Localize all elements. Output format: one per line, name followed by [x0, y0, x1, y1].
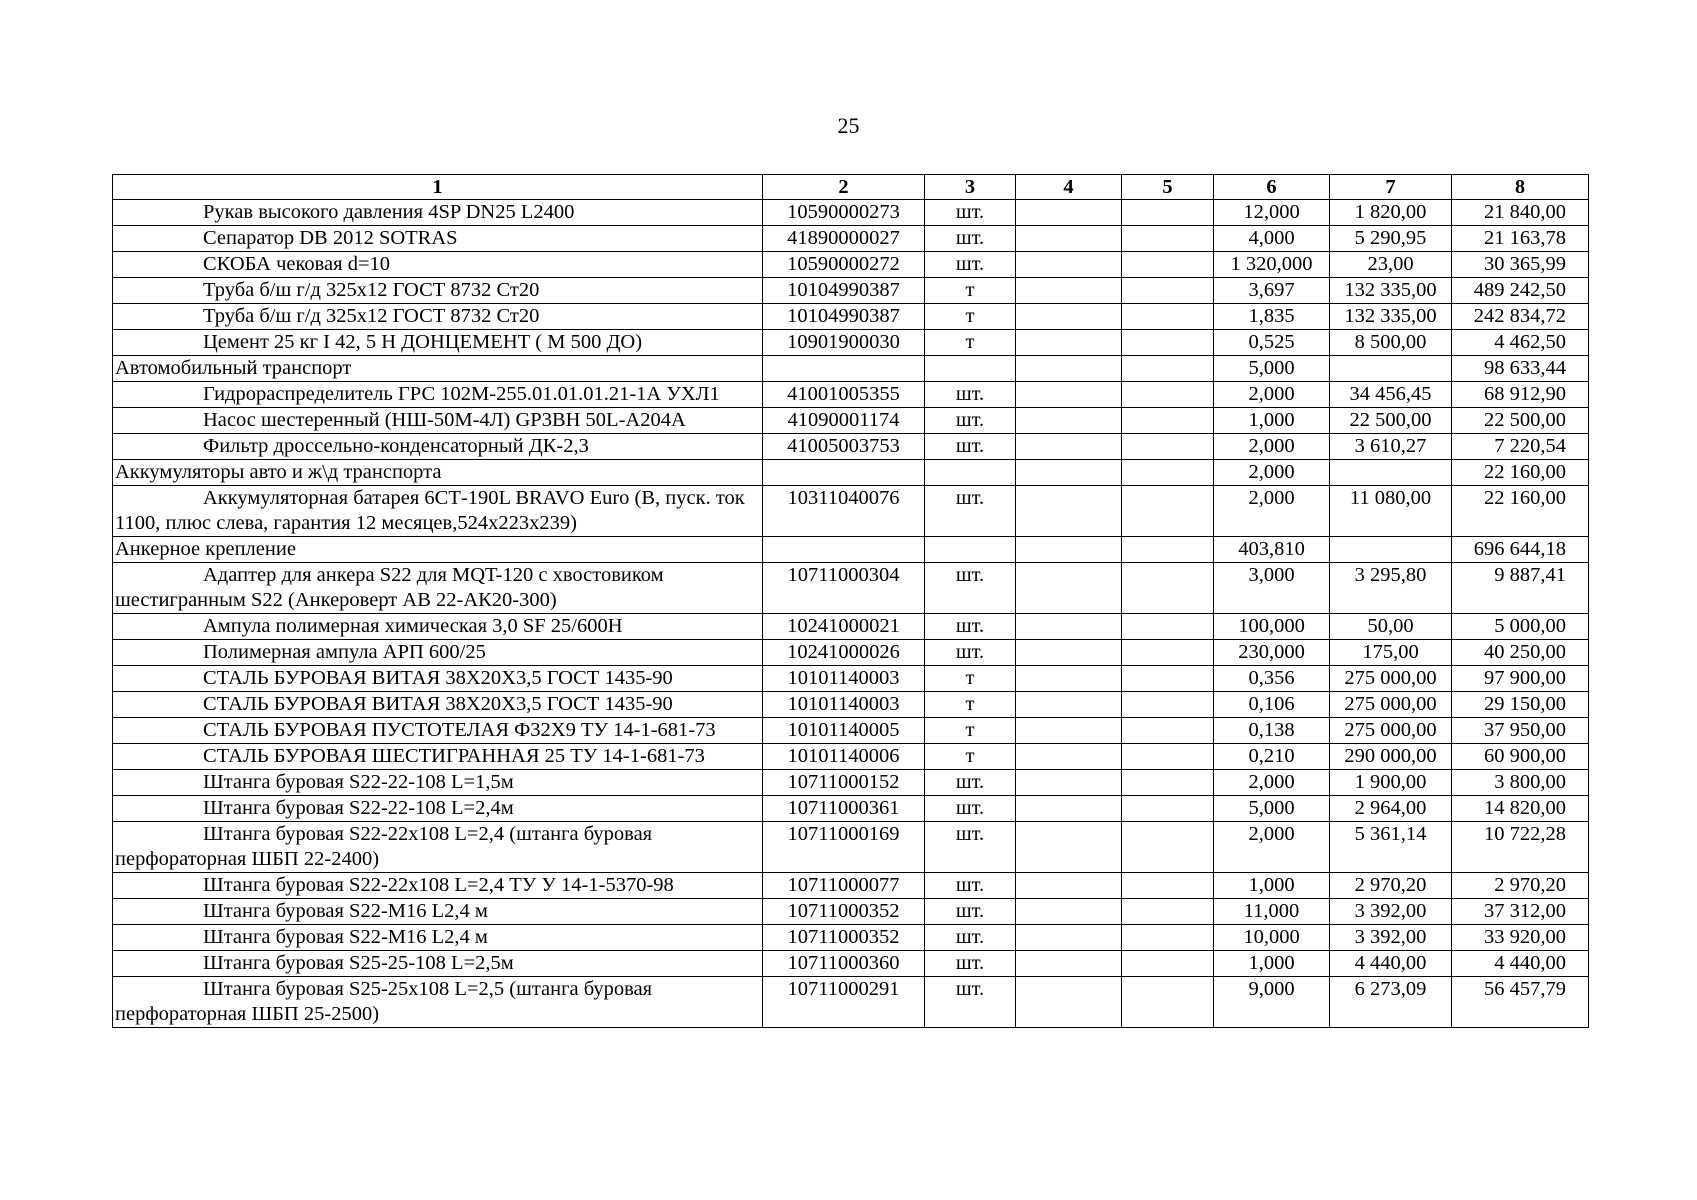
sum-cell: 7 220,54: [1452, 434, 1589, 460]
price-cell: 1 900,00: [1330, 770, 1452, 796]
column-4-cell: [1016, 226, 1122, 252]
column-4-cell: [1016, 460, 1122, 486]
item-code-cell: [763, 460, 925, 486]
item-name-cell: Штанга буровая S22-22-108 L=1,5м: [113, 770, 763, 796]
item-code-cell: 41001005355: [763, 382, 925, 408]
sum-cell: 489 242,50: [1452, 278, 1589, 304]
table-header-row: [113, 175, 1589, 200]
item-code-cell: 10711000352: [763, 925, 925, 951]
quantity-cell: 11,000: [1214, 899, 1330, 925]
unit-cell: [925, 460, 1016, 486]
price-cell: 3 610,27: [1330, 434, 1452, 460]
table-row: [113, 640, 1589, 666]
column-4-cell: [1016, 796, 1122, 822]
item-code-cell: 10711000152: [763, 770, 925, 796]
price-cell: 3 295,80: [1330, 563, 1452, 614]
price-cell: 6 273,09: [1330, 977, 1452, 1028]
column-4-cell: [1016, 434, 1122, 460]
sum-cell: 97 900,00: [1452, 666, 1589, 692]
column-5-cell: [1122, 614, 1214, 640]
unit-cell: шт.: [925, 951, 1016, 977]
column-header: 5: [1122, 175, 1214, 200]
unit-cell: т: [925, 692, 1016, 718]
price-cell: 290 000,00: [1330, 744, 1452, 770]
column-header: 3: [925, 175, 1016, 200]
column-5-cell: [1122, 252, 1214, 278]
column-4-cell: [1016, 925, 1122, 951]
column-5-cell: [1122, 718, 1214, 744]
item-name-cell: Рукав высокого давления 4SP DN25 L2400: [113, 200, 763, 226]
column-5-cell: [1122, 278, 1214, 304]
table-row: [113, 796, 1589, 822]
column-5-cell: [1122, 666, 1214, 692]
unit-cell: шт.: [925, 252, 1016, 278]
price-cell: 11 080,00: [1330, 486, 1452, 537]
unit-cell: шт.: [925, 614, 1016, 640]
quantity-cell: 3,697: [1214, 278, 1330, 304]
column-header: 6: [1214, 175, 1330, 200]
item-name-cell: Штанга буровая S22-M16 L2,4 м: [113, 899, 763, 925]
unit-cell: шт.: [925, 382, 1016, 408]
item-name-cell: Цемент 25 кг I 42, 5 Н ДОНЦЕМЕНТ ( М 500 ДО): [113, 330, 763, 356]
column-4-cell: [1016, 744, 1122, 770]
column-header: 4: [1016, 175, 1122, 200]
sum-cell: 10 722,28: [1452, 822, 1589, 873]
column-5-cell: [1122, 640, 1214, 666]
unit-cell: шт.: [925, 226, 1016, 252]
quantity-cell: 230,000: [1214, 640, 1330, 666]
unit-cell: т: [925, 666, 1016, 692]
unit-cell: шт.: [925, 640, 1016, 666]
column-5-cell: [1122, 304, 1214, 330]
price-cell: 3 392,00: [1330, 925, 1452, 951]
price-cell: 275 000,00: [1330, 666, 1452, 692]
item-code-cell: 10104990387: [763, 278, 925, 304]
column-5-cell: [1122, 408, 1214, 434]
unit-cell: шт.: [925, 408, 1016, 434]
item-name-cell: Сепаратор DB 2012 SOTRAS: [113, 226, 763, 252]
column-5-cell: [1122, 382, 1214, 408]
item-name-cell: Автомобильный транспорт: [113, 356, 763, 382]
sum-cell: 40 250,00: [1452, 640, 1589, 666]
column-5-cell: [1122, 486, 1214, 537]
price-cell: 3 392,00: [1330, 899, 1452, 925]
column-5-cell: [1122, 537, 1214, 563]
price-cell: 1 820,00: [1330, 200, 1452, 226]
item-name-cell: Штанга буровая S25-25x108 L=2,5 (штанга буровая перфораторная ШБП 25-2500): [113, 977, 763, 1028]
column-header: 7: [1330, 175, 1452, 200]
item-name-cell: Аккумуляторная батарея 6СТ-190L BRAVO Euro (B, пуск. ток 1100, плюс слева, гарантия 12 месяцев,524x223x239): [113, 486, 763, 537]
column-4-cell: [1016, 486, 1122, 537]
column-header: 2: [763, 175, 925, 200]
item-name-cell: СТАЛЬ БУРОВАЯ ПУСТОТЕЛАЯ Ф32Х9 ТУ 14-1-681-73: [113, 718, 763, 744]
quantity-cell: 2,000: [1214, 486, 1330, 537]
column-4-cell: [1016, 614, 1122, 640]
quantity-cell: 2,000: [1214, 822, 1330, 873]
price-cell: [1330, 460, 1452, 486]
table-row: [113, 278, 1589, 304]
quantity-cell: 100,000: [1214, 614, 1330, 640]
column-4-cell: [1016, 537, 1122, 563]
price-cell: 50,00: [1330, 614, 1452, 640]
table-row: [113, 252, 1589, 278]
sum-cell: 21 840,00: [1452, 200, 1589, 226]
quantity-cell: 2,000: [1214, 460, 1330, 486]
column-4-cell: [1016, 640, 1122, 666]
sum-cell: 56 457,79: [1452, 977, 1589, 1028]
table-row: [113, 226, 1589, 252]
price-cell: 2 970,20: [1330, 873, 1452, 899]
column-5-cell: [1122, 822, 1214, 873]
item-code-cell: 10711000360: [763, 951, 925, 977]
price-cell: 132 335,00: [1330, 278, 1452, 304]
column-5-cell: [1122, 563, 1214, 614]
item-code-cell: [763, 356, 925, 382]
column-4-cell: [1016, 408, 1122, 434]
column-4-cell: [1016, 382, 1122, 408]
item-code-cell: 10711000291: [763, 977, 925, 1028]
price-cell: [1330, 537, 1452, 563]
item-name-cell: Гидрораспределитель ГРС 102М-255.01.01.01.21-1А УХЛ1: [113, 382, 763, 408]
item-name-cell: Аккумуляторы авто и ж\д транспорта: [113, 460, 763, 486]
item-code-cell: 10590000272: [763, 252, 925, 278]
sum-cell: 60 900,00: [1452, 744, 1589, 770]
column-5-cell: [1122, 951, 1214, 977]
item-code-cell: 10101140003: [763, 692, 925, 718]
column-4-cell: [1016, 200, 1122, 226]
item-code-cell: 10711000077: [763, 873, 925, 899]
quantity-cell: 403,810: [1214, 537, 1330, 563]
unit-cell: шт.: [925, 899, 1016, 925]
column-5-cell: [1122, 977, 1214, 1028]
price-cell: 2 964,00: [1330, 796, 1452, 822]
quantity-cell: 2,000: [1214, 434, 1330, 460]
price-cell: [1330, 356, 1452, 382]
unit-cell: шт.: [925, 770, 1016, 796]
item-name-cell: СКОБА чековая d=10: [113, 252, 763, 278]
sum-cell: 3 800,00: [1452, 770, 1589, 796]
price-cell: 34 456,45: [1330, 382, 1452, 408]
column-5-cell: [1122, 434, 1214, 460]
column-5-cell: [1122, 460, 1214, 486]
sum-cell: 68 912,90: [1452, 382, 1589, 408]
table-row: [113, 977, 1589, 1028]
column-5-cell: [1122, 770, 1214, 796]
table-row: [113, 873, 1589, 899]
sum-cell: 14 820,00: [1452, 796, 1589, 822]
item-name-cell: Ампула полимерная химическая 3,0 SF 25/600H: [113, 614, 763, 640]
table-row: [113, 563, 1589, 614]
column-4-cell: [1016, 951, 1122, 977]
item-code-cell: 41890000027: [763, 226, 925, 252]
unit-cell: т: [925, 278, 1016, 304]
unit-cell: [925, 537, 1016, 563]
price-cell: 275 000,00: [1330, 692, 1452, 718]
item-code-cell: 10104990387: [763, 304, 925, 330]
sum-cell: 5 000,00: [1452, 614, 1589, 640]
item-code-cell: 10711000352: [763, 899, 925, 925]
quantity-cell: 10,000: [1214, 925, 1330, 951]
table-row: [113, 899, 1589, 925]
item-code-cell: 41090001174: [763, 408, 925, 434]
quantity-cell: 1 320,000: [1214, 252, 1330, 278]
column-header: 1: [113, 175, 763, 200]
table-row: [113, 486, 1589, 537]
sum-cell: 98 633,44: [1452, 356, 1589, 382]
price-cell: 8 500,00: [1330, 330, 1452, 356]
price-cell: 5 361,14: [1330, 822, 1452, 873]
item-code-cell: 10901900030: [763, 330, 925, 356]
unit-cell: шт.: [925, 563, 1016, 614]
unit-cell: т: [925, 744, 1016, 770]
sum-cell: 29 150,00: [1452, 692, 1589, 718]
unit-cell: т: [925, 718, 1016, 744]
sum-cell: 696 644,18: [1452, 537, 1589, 563]
column-4-cell: [1016, 330, 1122, 356]
sum-cell: 22 160,00: [1452, 460, 1589, 486]
quantity-cell: 1,835: [1214, 304, 1330, 330]
unit-cell: шт.: [925, 977, 1016, 1028]
item-name-cell: Труба б/ш г/д 325х12 ГОСТ 8732 Ст20: [113, 278, 763, 304]
item-name-cell: СТАЛЬ БУРОВАЯ ВИТАЯ 38Х20Х3,5 ГОСТ 1435-90: [113, 666, 763, 692]
item-code-cell: 10711000361: [763, 796, 925, 822]
quantity-cell: 12,000: [1214, 200, 1330, 226]
table-row: [113, 770, 1589, 796]
table-row: [113, 822, 1589, 873]
table-row: [113, 666, 1589, 692]
column-5-cell: [1122, 692, 1214, 718]
sum-cell: 30 365,99: [1452, 252, 1589, 278]
unit-cell: шт.: [925, 200, 1016, 226]
unit-cell: шт.: [925, 796, 1016, 822]
table-row: [113, 744, 1589, 770]
sum-cell: 37 950,00: [1452, 718, 1589, 744]
column-4-cell: [1016, 770, 1122, 796]
sum-cell: 2 970,20: [1452, 873, 1589, 899]
item-name-cell: СТАЛЬ БУРОВАЯ ВИТАЯ 38Х20Х3,5 ГОСТ 1435-90: [113, 692, 763, 718]
unit-cell: шт.: [925, 486, 1016, 537]
quantity-cell: 5,000: [1214, 356, 1330, 382]
item-name-cell: Полимерная ампула АРП 600/25: [113, 640, 763, 666]
table-row: [113, 304, 1589, 330]
item-name-cell: СТАЛЬ БУРОВАЯ ШЕСТИГРАННАЯ 25 ТУ 14-1-681-73: [113, 744, 763, 770]
price-cell: 4 440,00: [1330, 951, 1452, 977]
sum-cell: 22 500,00: [1452, 408, 1589, 434]
table-row: [113, 718, 1589, 744]
column-4-cell: [1016, 563, 1122, 614]
table-row: [113, 434, 1589, 460]
sum-cell: 4 440,00: [1452, 951, 1589, 977]
item-code-cell: 10241000021: [763, 614, 925, 640]
sum-cell: 4 462,50: [1452, 330, 1589, 356]
item-name-cell: Штанга буровая S22-22x108 L=2,4 ТУ У 14-1-5370-98: [113, 873, 763, 899]
table-row: [113, 925, 1589, 951]
column-5-cell: [1122, 873, 1214, 899]
quantity-cell: 1,000: [1214, 951, 1330, 977]
sum-cell: 37 312,00: [1452, 899, 1589, 925]
sum-cell: 33 920,00: [1452, 925, 1589, 951]
column-4-cell: [1016, 304, 1122, 330]
item-code-cell: 10101140006: [763, 744, 925, 770]
unit-cell: т: [925, 330, 1016, 356]
sum-cell: 242 834,72: [1452, 304, 1589, 330]
unit-cell: т: [925, 304, 1016, 330]
quantity-cell: 0,106: [1214, 692, 1330, 718]
sum-cell: 22 160,00: [1452, 486, 1589, 537]
unit-cell: шт.: [925, 873, 1016, 899]
quantity-cell: 0,356: [1214, 666, 1330, 692]
column-5-cell: [1122, 226, 1214, 252]
item-name-cell: Штанга буровая S22-22x108 L=2,4 (штанга буровая перфораторная ШБП 22-2400): [113, 822, 763, 873]
column-4-cell: [1016, 899, 1122, 925]
quantity-cell: 2,000: [1214, 382, 1330, 408]
item-code-cell: 10711000304: [763, 563, 925, 614]
column-5-cell: [1122, 330, 1214, 356]
table-row: [113, 408, 1589, 434]
column-5-cell: [1122, 200, 1214, 226]
column-4-cell: [1016, 718, 1122, 744]
item-code-cell: 10590000273: [763, 200, 925, 226]
table-row: [113, 614, 1589, 640]
unit-cell: шт.: [925, 822, 1016, 873]
column-header: 8: [1452, 175, 1589, 200]
unit-cell: шт.: [925, 434, 1016, 460]
item-name-cell: Штанга буровая S22-22-108 L=2,4м: [113, 796, 763, 822]
item-code-cell: 41005003753: [763, 434, 925, 460]
sum-cell: 9 887,41: [1452, 563, 1589, 614]
column-4-cell: [1016, 278, 1122, 304]
item-code-cell: 10711000169: [763, 822, 925, 873]
quantity-cell: 0,210: [1214, 744, 1330, 770]
quantity-cell: 0,138: [1214, 718, 1330, 744]
item-name-cell: Штанга буровая S22-M16 L2,4 м: [113, 925, 763, 951]
item-code-cell: 10101140003: [763, 666, 925, 692]
page-number: 25: [837, 113, 860, 138]
item-name-cell: Насос шестеренный (НШ-50М-4Л) GP3BH 50L-A204A: [113, 408, 763, 434]
column-4-cell: [1016, 356, 1122, 382]
group-row: [113, 460, 1589, 486]
price-cell: 23,00: [1330, 252, 1452, 278]
item-name-cell: Адаптер для анкера S22 для MQT-120 с хвостовиком шестигранным S22 (Анкероверт АВ 22-АК20-300): [113, 563, 763, 614]
item-name-cell: Труба б/ш г/д 325х12 ГОСТ 8732 Ст20: [113, 304, 763, 330]
table-row: [113, 200, 1589, 226]
unit-cell: [925, 356, 1016, 382]
item-name-cell: Анкерное крепление: [113, 537, 763, 563]
unit-cell: шт.: [925, 925, 1016, 951]
price-cell: 175,00: [1330, 640, 1452, 666]
column-5-cell: [1122, 356, 1214, 382]
item-name-cell: Фильтр дроссельно-конденсаторный ДК-2,3: [113, 434, 763, 460]
column-5-cell: [1122, 796, 1214, 822]
column-4-cell: [1016, 873, 1122, 899]
table-row: [113, 692, 1589, 718]
price-cell: 5 290,95: [1330, 226, 1452, 252]
quantity-cell: 0,525: [1214, 330, 1330, 356]
item-name-cell: Штанга буровая S25-25-108 L=2,5м: [113, 951, 763, 977]
column-4-cell: [1016, 822, 1122, 873]
inventory-table: [112, 174, 1589, 1028]
price-cell: 22 500,00: [1330, 408, 1452, 434]
column-5-cell: [1122, 925, 1214, 951]
table-row: [113, 951, 1589, 977]
column-4-cell: [1016, 977, 1122, 1028]
column-4-cell: [1016, 692, 1122, 718]
price-cell: 275 000,00: [1330, 718, 1452, 744]
item-code-cell: 10101140005: [763, 718, 925, 744]
group-row: [113, 356, 1589, 382]
column-4-cell: [1016, 252, 1122, 278]
column-5-cell: [1122, 899, 1214, 925]
table-row: [113, 382, 1589, 408]
quantity-cell: 3,000: [1214, 563, 1330, 614]
price-cell: 132 335,00: [1330, 304, 1452, 330]
quantity-cell: 1,000: [1214, 408, 1330, 434]
item-code-cell: [763, 537, 925, 563]
column-5-cell: [1122, 744, 1214, 770]
sum-cell: 21 163,78: [1452, 226, 1589, 252]
group-row: [113, 537, 1589, 563]
quantity-cell: 5,000: [1214, 796, 1330, 822]
item-code-cell: 10241000026: [763, 640, 925, 666]
quantity-cell: 9,000: [1214, 977, 1330, 1028]
table-row: [113, 330, 1589, 356]
column-4-cell: [1016, 666, 1122, 692]
quantity-cell: 4,000: [1214, 226, 1330, 252]
item-code-cell: 10311040076: [763, 486, 925, 537]
quantity-cell: 1,000: [1214, 873, 1330, 899]
quantity-cell: 2,000: [1214, 770, 1330, 796]
